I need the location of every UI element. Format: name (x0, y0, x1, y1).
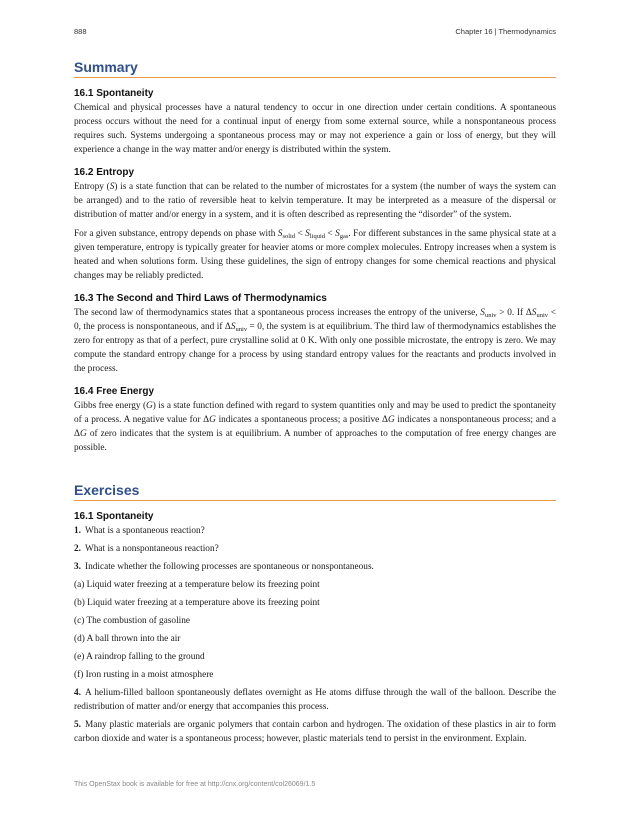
page-footer: This OpenStax book is available for free at http://cnx.org/content/col26069/1.5 (74, 781, 316, 788)
summary-heading-spontaneity: 16.1 Spontaneity (74, 88, 154, 99)
page-content (74, 58, 556, 750)
exercise-item: 4. A helium-filled balloon spontaneously deflates overnight as He atoms diffuse through the wall of the balloon. Describe the redistribution of matter and/or energy that accompanies this process. (74, 688, 556, 712)
exercise-option: (d) A ball thrown into the air (74, 634, 181, 644)
exercise-item: 2. What is a nonspontaneous reaction? (74, 544, 219, 554)
exercise-option: (c) The combustion of gasoline (74, 616, 191, 626)
summary-heading-laws: 16.3 The Second and Third Laws of Thermodynamics (74, 293, 327, 304)
summary-paragraph-entropy-2: For a given substance, entropy depends on phase with $S_{solid} < S_{liquid} < S_{gas}$. For different substances in the same physical state at a given temperature, entropy is typically greater for heavier atoms or more complex molecules. Entropy increases when a system is heated and when solutions form. Using these guidelines, the sign of entropy changes for some chemical reactions and physical changes may be reliably predicted. (74, 229, 556, 281)
page-number: 888 (74, 27, 87, 36)
exercise-item: 3. Indicate whether the following processes are spontaneous or nonspontaneous. (74, 562, 374, 572)
summary-paragraph-free-energy: Gibbs free energy (G) is a state function defined with regard to system quantities only and may be used to predict the spontaneity of a process. A negative value for ΔG indicates a spontaneous process; a positive ΔG indicates a nonspontaneous process; and a ΔG of zero indicates that the system is at equilibrium. A number of approaches to the computation of free energy changes are possible. (74, 401, 556, 453)
chapter-title: Chapter 16 | Thermodynamics (455, 27, 556, 36)
summary-heading-entropy: 16.2 Entropy (74, 167, 135, 178)
exercise-item: 1. What is a spontaneous reaction? (74, 526, 205, 536)
exercise-option: (a) Liquid water freezing at a temperature below its freezing point (74, 580, 320, 590)
exercise-option: (b) Liquid water freezing at a temperature above its freezing point (74, 598, 320, 608)
exercises-heading-spontaneity: 16.1 Spontaneity (74, 511, 154, 522)
summary-heading-free-energy: 16.4 Free Energy (74, 386, 155, 397)
exercises-title: Exercises (74, 481, 556, 501)
exercise-item: 5. Many plastic materials are organic polymers that contain carbon and hydrogen. The oxidation of these plastics in air to form carbon dioxide and water is a spontaneous process; however, plastic materials tend to persist in the environment. Explain. (74, 720, 556, 744)
summary-paragraph-laws: The second law of thermodynamics states that a spontaneous process increases the entropy of the universe, $S_{univ} > 0$. If $\Delta S_{univ} < 0$, the process is nonspontaneous, and if $\Delta S_{univ} = 0$, the system is at equilibrium. The third law of thermodynamics establishes the zero for entropy as that of a perfect, pure crystalline solid at 0 K. With only one possible microstate, the entropy is zero. We may compute the standard entropy change for a process by using standard entropy values for the reactants and products involved in the process. (74, 308, 556, 374)
summary-paragraph-entropy-1: Entropy (S) is a state function that can be related to the number of microstates for a system (the number of ways the system can be arranged) and to the ratio of reversible heat to kelvin temperature. It may be interpreted as a measure of the dispersal or distribution of matter and/or energy in a system, and it is often described as representing the “disorder” of the system. (74, 182, 556, 220)
summary-paragraph-spontaneity: Chemical and physical processes have a natural tendency to occur in one direction under certain conditions. A spontaneous process occurs without the need for a continual input of energy from some external source, while a nonspontaneous process requires such. Systems undergoing a spontaneous process may or may not experience a gain or loss of energy, but they will experience a change in the way matter and/or energy is distributed within the system. (74, 103, 556, 155)
page-header (74, 27, 556, 39)
exercise-option: (f) Iron rusting in a moist atmosphere (74, 670, 214, 680)
exercise-option: (e) A raindrop falling to the ground (74, 652, 205, 662)
summary-title: Summary (74, 58, 556, 78)
